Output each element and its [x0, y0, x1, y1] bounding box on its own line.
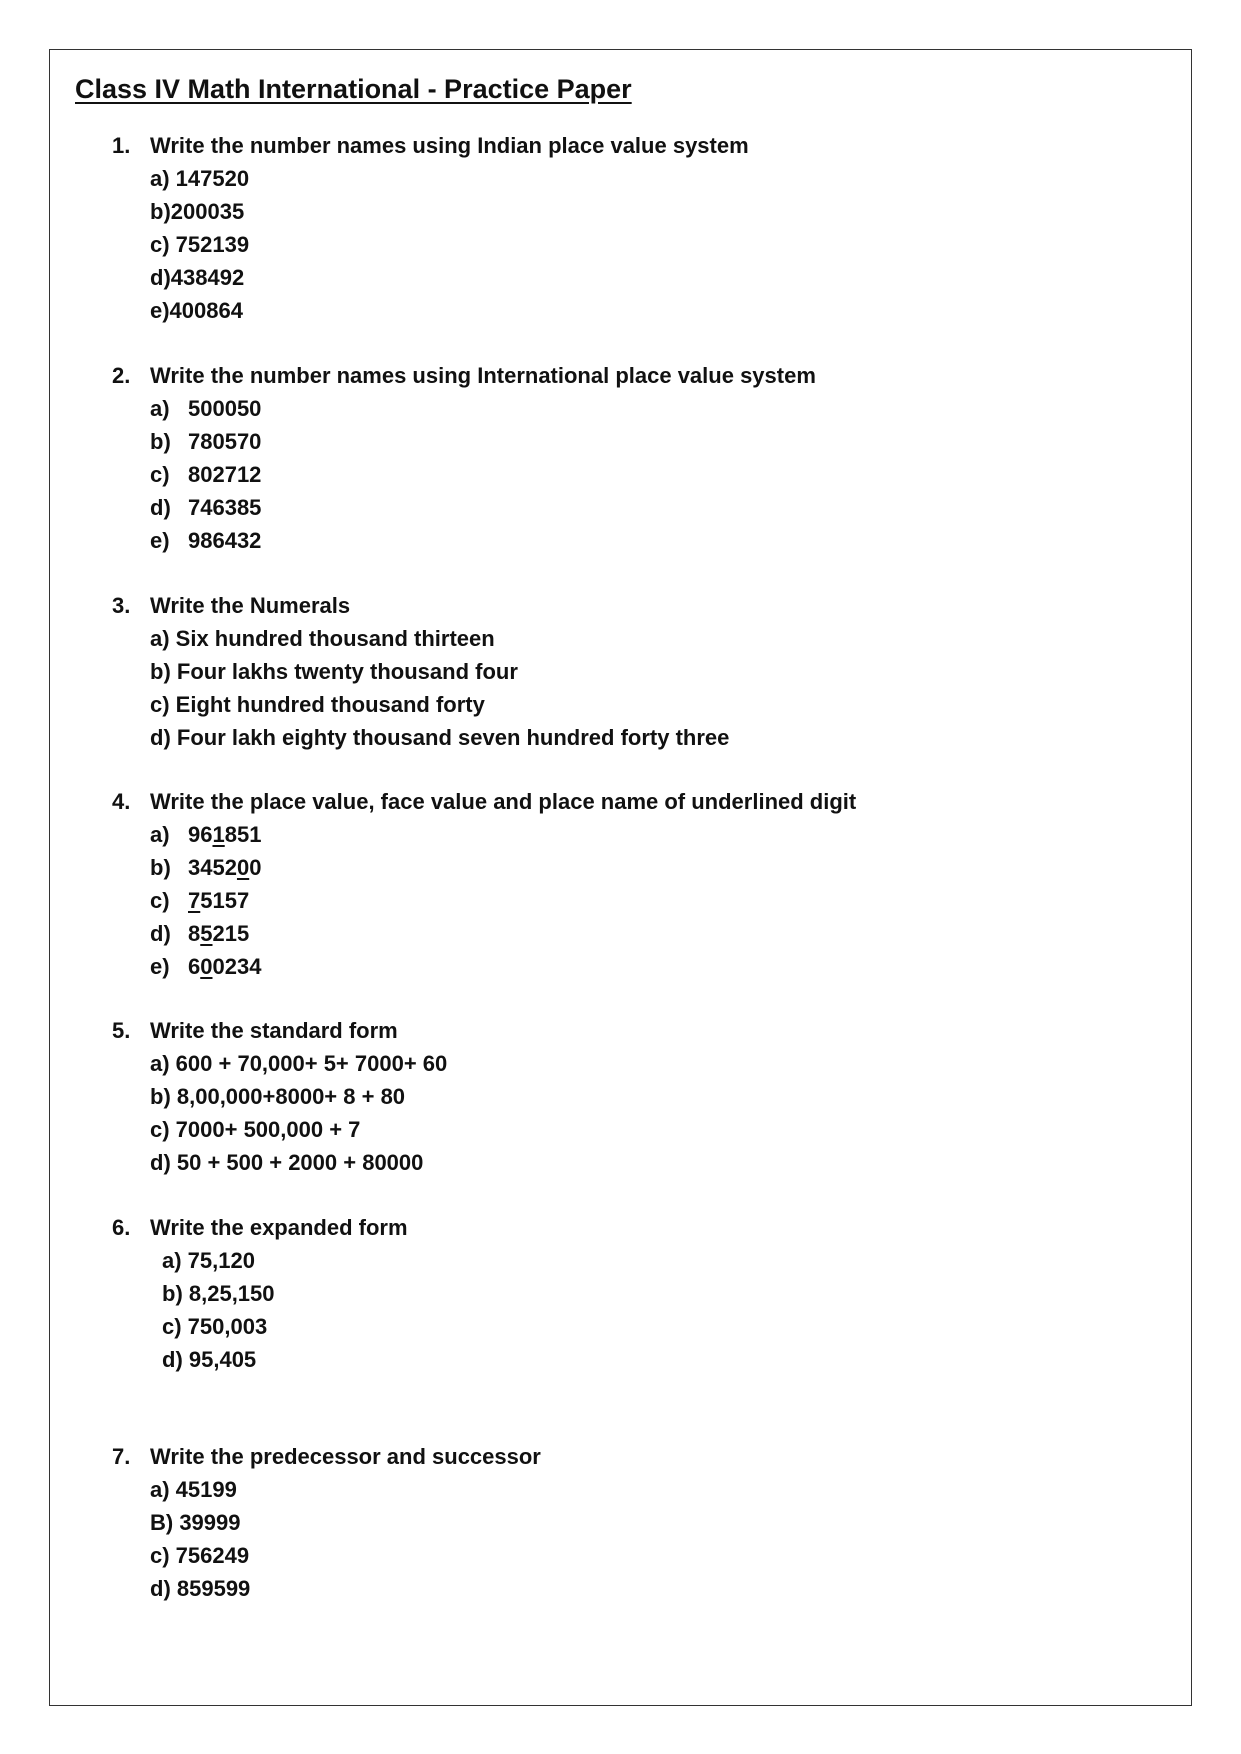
underlined-digit: 0 — [200, 954, 213, 979]
question-heading — [112, 359, 816, 392]
question-heading — [112, 1014, 398, 1047]
answer-list — [150, 622, 729, 754]
item-value: 746385 — [188, 495, 262, 520]
item-label: e) — [150, 954, 170, 979]
list-item: b)200035 — [150, 199, 245, 224]
question-prompt: Write the predecessor and successor — [150, 1444, 541, 1469]
list-item: d) Four lakh eighty thousand seven hundred forty three — [150, 725, 730, 750]
item-label: e) — [150, 528, 170, 553]
item-label: c) — [150, 888, 170, 913]
number-after: 0234 — [212, 954, 262, 979]
list-item — [150, 392, 261, 425]
question-prompt: Write the expanded form — [150, 1215, 408, 1240]
question-number: 3. — [112, 593, 131, 618]
number-after: 0 — [249, 855, 262, 880]
question-number: 1. — [112, 133, 131, 158]
question-prompt: Write the Numerals — [150, 593, 351, 618]
list-item: d)438492 — [150, 265, 245, 290]
item-label: a) — [150, 822, 170, 847]
underlined-digit: 1 — [212, 822, 225, 847]
list-item: b) 8,00,000+8000+ 8 + 80 — [150, 1084, 406, 1109]
list-item: c) 7000+ 500,000 + 7 — [150, 1117, 361, 1142]
number-before: 8 — [188, 921, 201, 946]
item-value: 986432 — [188, 528, 262, 553]
number-after: 5157 — [200, 888, 250, 913]
list-item: c) 756249 — [150, 1543, 250, 1568]
list-item: c) 750,003 — [162, 1314, 268, 1339]
item-value: 500050 — [188, 396, 262, 421]
item-value: 780570 — [188, 429, 262, 454]
list-item: d) 859599 — [150, 1576, 251, 1601]
question-heading — [112, 785, 856, 818]
answer-list — [150, 1473, 250, 1605]
question-number: 7. — [112, 1444, 131, 1469]
list-item — [150, 851, 261, 884]
list-item: a) 600 + 70,000+ 5+ 7000+ 60 — [150, 1051, 448, 1076]
list-item: B) 39999 — [150, 1510, 241, 1535]
question-heading — [112, 129, 749, 162]
question-heading — [112, 1211, 408, 1244]
list-item: b) Four lakhs twenty thousand four — [150, 659, 518, 684]
underlined-digit: 7 — [188, 888, 201, 913]
question-prompt: Write the number names using Indian place value system — [150, 133, 749, 158]
number-before: 6 — [188, 954, 201, 979]
number-after: 851 — [224, 822, 262, 847]
list-item: d) 50 + 500 + 2000 + 80000 — [150, 1150, 424, 1175]
item-value: 802712 — [188, 462, 262, 487]
underlined-digit: 5 — [200, 921, 213, 946]
list-item — [150, 884, 261, 917]
answer-list — [150, 818, 261, 983]
number-before: 96 — [188, 822, 213, 847]
question-heading — [112, 1440, 541, 1473]
list-item — [150, 818, 261, 851]
answer-list — [150, 1047, 447, 1179]
list-item: a) Six hundred thousand thirteen — [150, 626, 495, 651]
list-item: a) 75,120 — [162, 1248, 255, 1273]
list-item — [150, 524, 261, 557]
page-title: Class IV Math International - Practice Paper — [75, 74, 632, 104]
question-number: 5. — [112, 1018, 131, 1043]
question-prompt: Write the standard form — [150, 1018, 398, 1043]
list-item — [150, 491, 261, 524]
question-number: 2. — [112, 363, 131, 388]
question-prompt: Write the place value, face value and place name of underlined digit — [150, 789, 857, 814]
question-number: 4. — [112, 789, 131, 814]
item-label: c) — [150, 462, 170, 487]
number-before: 3452 — [188, 855, 237, 880]
answer-list — [150, 162, 249, 327]
list-item: c) Eight hundred thousand forty — [150, 692, 485, 717]
item-label: b) — [150, 855, 171, 880]
item-label: d) — [150, 921, 171, 946]
number-after: 215 — [212, 921, 250, 946]
list-item — [150, 917, 261, 950]
question-number: 6. — [112, 1215, 131, 1240]
list-item — [150, 950, 261, 983]
item-label: b) — [150, 429, 171, 454]
list-item: b) 8,25,150 — [162, 1281, 275, 1306]
list-item: d) 95,405 — [162, 1347, 257, 1372]
underlined-digit: 0 — [236, 855, 250, 880]
item-label: d) — [150, 495, 171, 520]
list-item: a) 147520 — [150, 166, 250, 191]
list-item: c) 752139 — [150, 232, 250, 257]
answer-list — [162, 1244, 275, 1376]
list-item: e)400864 — [150, 298, 243, 323]
list-item: a) 45199 — [150, 1477, 237, 1502]
list-item — [150, 425, 261, 458]
answer-list — [150, 392, 261, 557]
list-item — [150, 458, 261, 491]
question-prompt: Write the number names using International place value system — [150, 363, 816, 388]
question-heading — [112, 589, 350, 622]
item-label: a) — [150, 396, 170, 421]
